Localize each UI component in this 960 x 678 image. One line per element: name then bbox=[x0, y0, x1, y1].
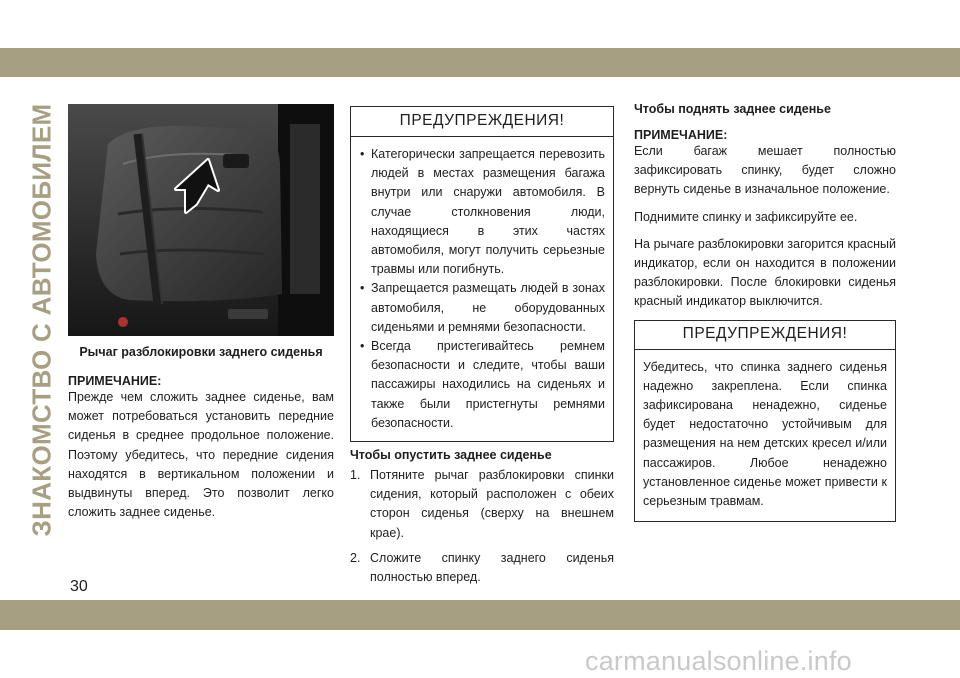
indicator-description: На рычаге разблокировки загорится красный индикатор, если он находится в положении разблокировки. После блокировки сиденья красный индикатор выключится. bbox=[634, 236, 896, 309]
warning-box-2 bbox=[634, 320, 896, 523]
fold-steps-list bbox=[350, 466, 614, 587]
header-band bbox=[0, 48, 960, 77]
section-side-title bbox=[22, 100, 62, 540]
warning-list bbox=[351, 137, 613, 441]
note-text-2: Если багаж мешает полностью зафиксировать спинку, будет сложно вернуть сиденье в изначальное положение. bbox=[634, 144, 896, 197]
warning-heading-2: ПРЕДУПРЕЖДЕНИЯ! bbox=[635, 321, 895, 350]
step-text: Потяните рычаг разблокировки спинки сидения, который расположен с обеих сторон сиденья (сверху на внешнем крае). bbox=[370, 468, 614, 540]
step-number: 2. bbox=[350, 550, 361, 565]
note-heading-2: ПРИМЕЧАНИЕ: bbox=[634, 128, 728, 142]
step-item bbox=[350, 549, 614, 587]
watermark: carmanualsonline.info bbox=[585, 646, 852, 676]
warning-item: • Всегда пристегивайтесь ремнем безопасности и следите, чтобы ваши пассажиры находились на сиденьях и также были пристегнуты ремнями безопасности. bbox=[371, 337, 605, 433]
photo-caption: Рычаг разблокировки заднего сиденья bbox=[79, 345, 323, 359]
warning-box bbox=[350, 106, 614, 442]
side-title-text: ЗНАКОМСТВО С АВТОМОБИЛЕМ bbox=[26, 103, 57, 537]
warning-heading: ПРЕДУПРЕЖДЕНИЯ! bbox=[351, 107, 613, 137]
note-text: Прежде чем сложить заднее сиденье, вам может потребоваться установить передние сиденья в среднее продольное положение. Поэтому убедитесь, что передние сидения находятся в вертикальном положении и выдвинуты вперед. Это позволит легко сложить заднее сиденье. bbox=[68, 390, 334, 520]
raise-instruction: Поднимите спинку и зафиксируйте ее. bbox=[634, 209, 858, 224]
seat-release-photo bbox=[68, 104, 334, 336]
column-right bbox=[634, 102, 896, 522]
warning-item: • Запрещается размещать людей в зонах автомобиля, не оборудованных сиденьями и ремнями безопасности. bbox=[371, 279, 605, 337]
step-number: 1. bbox=[350, 468, 361, 483]
note-heading: ПРИМЕЧАНИЕ: bbox=[68, 374, 162, 388]
warning-item: • Категорически запрещается перевозить людей в местах размещения багажа внутри или снаружи автомобиля. В случае столкновения люди, находящиеся в этих частях автомобиля, могут получить серьезные травмы или погибнуть. bbox=[371, 145, 605, 279]
column-left bbox=[68, 104, 334, 522]
step-item bbox=[350, 466, 614, 543]
warning-text-2: Убедитесь, что спинка заднего сиденья надежно закреплена. Если спинка зафиксирована ненадежно, сиденье будет недостаточно устойчивым для размещения на нем детских кресел и/или пассажиров. Любое ненадежно установленное сиденье может привести к серьезным травмам. bbox=[643, 359, 887, 509]
fold-seat-heading: Чтобы опустить заднее сиденье bbox=[350, 448, 552, 463]
column-middle bbox=[350, 106, 614, 593]
step-text: Сложите спинку заднего сиденья полностью вперед. bbox=[370, 550, 614, 585]
footer-band bbox=[0, 600, 960, 630]
raise-seat-heading: Чтобы поднять заднее сиденье bbox=[634, 102, 831, 116]
page-number: 30 bbox=[70, 578, 88, 595]
